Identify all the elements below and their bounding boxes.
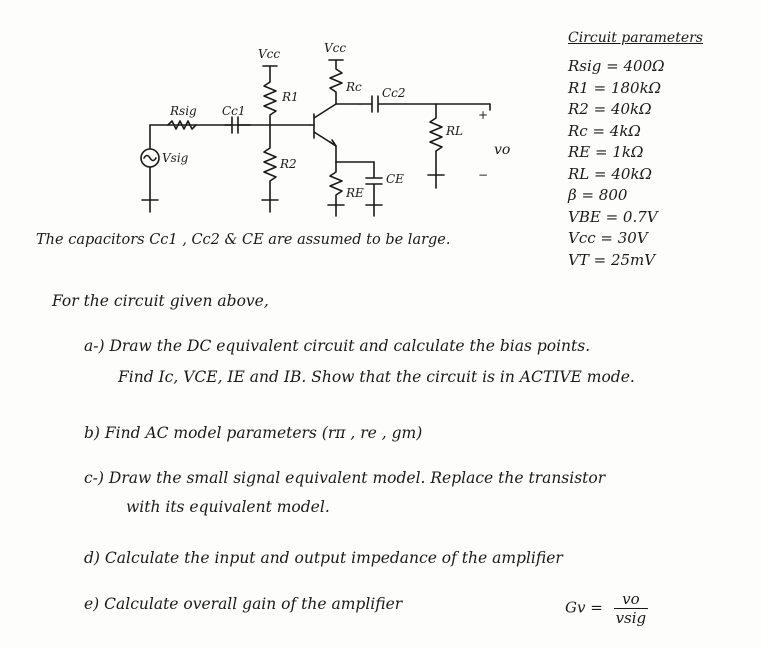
gain-denominator: vsig xyxy=(615,609,647,627)
sine-icon xyxy=(144,156,156,161)
rc-label: Rc xyxy=(346,80,362,94)
vsig-label: Vsig xyxy=(162,151,189,165)
gain-fraction xyxy=(614,590,649,627)
cc2-capacitor xyxy=(360,96,490,112)
param-vt: VT = 25mV xyxy=(568,250,656,269)
rc-resistor xyxy=(330,60,342,104)
re-resistor xyxy=(330,162,342,205)
r2-label: R2 xyxy=(280,157,297,171)
rl-label: RL xyxy=(446,124,464,138)
r1-label: R1 xyxy=(282,90,299,104)
emitter-arrow-icon xyxy=(330,140,336,146)
param-r2: R2 = 40kΩ xyxy=(568,100,652,118)
re-label: RE xyxy=(346,186,364,200)
r2-resistor xyxy=(264,125,276,200)
question-d: d) Calculate the input and output impedance of the amplifier xyxy=(84,549,563,567)
ce-label: CE xyxy=(386,172,404,186)
vcc2-label: Vcc xyxy=(324,41,347,55)
param-vcc: Vcc = 30V xyxy=(568,229,648,247)
rsig-label: Rsig xyxy=(170,104,197,118)
question-c-line2: with its equivalent model. xyxy=(126,498,330,516)
question-a-line2: Find Ic, VCE, IE and IB. Show that the circuit is in ACTIVE mode. xyxy=(118,368,635,386)
cc2-label: Cc2 xyxy=(382,86,406,100)
r1-resistor xyxy=(264,66,276,125)
param-r1: R1 = 180kΩ xyxy=(568,78,662,97)
vcc1-label: Vcc xyxy=(258,47,281,61)
cc1-label: Cc1 xyxy=(222,104,246,118)
gain-formula xyxy=(565,590,648,627)
cc1-capacitor xyxy=(225,117,250,133)
parameters-title: Circuit parameters xyxy=(568,30,703,46)
param-beta: β = 800 xyxy=(568,186,628,204)
rl-ground-icon xyxy=(428,175,444,188)
source-ground-icon xyxy=(142,167,158,212)
re-ground-icon xyxy=(328,205,344,216)
plus-label: + xyxy=(478,108,489,122)
question-c-line1: c-) Draw the small signal equivalent model. Replace the transistor xyxy=(84,469,606,487)
gain-formula-lhs: Gv = xyxy=(565,598,603,617)
circuit-parameters xyxy=(566,30,756,271)
rl-resistor xyxy=(430,104,442,175)
param-rsig: Rsig = 400Ω xyxy=(568,57,665,75)
param-rc: Rc = 4kΩ xyxy=(568,121,641,140)
question-b: b) Find AC model parameters (rπ , re , gm) xyxy=(84,424,423,442)
question-e: e) Calculate overall gain of the amplifier xyxy=(84,595,403,613)
gain-numerator: vo xyxy=(614,590,649,609)
intro-text: For the circuit given above, xyxy=(52,292,269,310)
minus-label: − xyxy=(478,168,489,182)
collector-lead xyxy=(314,104,336,118)
param-rl: RL = 40kΩ xyxy=(568,164,652,183)
param-vbe: VBE = 0.7V xyxy=(568,207,658,226)
question-a-line1: a-) Draw the DC equivalent circuit and calculate the bias points. xyxy=(84,337,591,355)
param-re: RE = 1kΩ xyxy=(568,143,644,161)
ce-ground-icon xyxy=(366,205,382,216)
ce-capacitor xyxy=(366,162,382,205)
capacitors-note: The capacitors Cc1 , Cc2 & CE are assumed to be large. xyxy=(36,232,451,248)
vo-label: vo xyxy=(494,142,511,158)
ground-icon xyxy=(262,200,278,212)
